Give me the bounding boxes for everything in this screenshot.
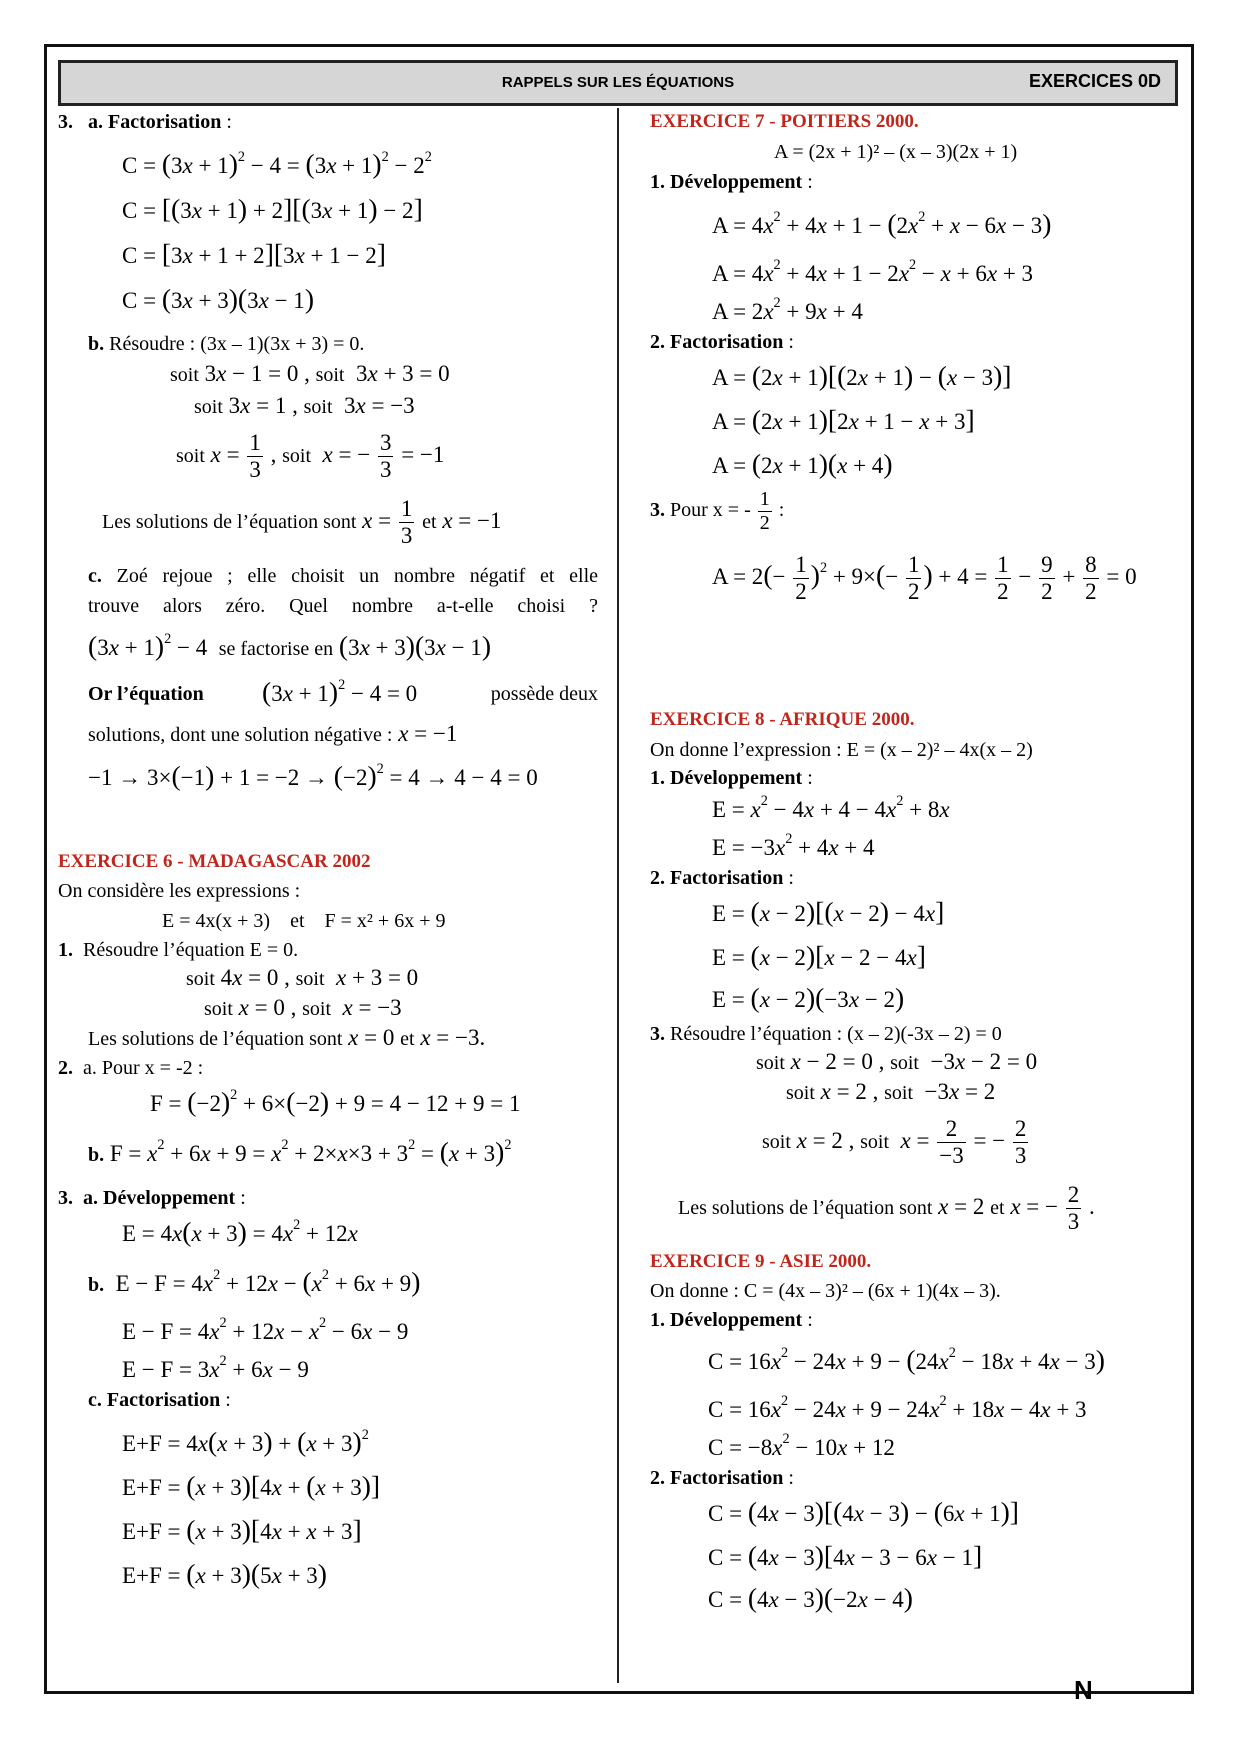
ex6-q2b: b. $F = x^2 + 6x + 9 = x^2 + 2\times x\times 3 + 3^2 = (x + 3)^2$ — [88, 1136, 512, 1167]
ex7-dev-line3: $A = 2x^2 + 9x + 4$ — [712, 294, 863, 324]
ex5-q3c-line2: trouve alors zéro. Quel nombre a-t-elle choisi ? — [88, 595, 598, 617]
ex9-title: EXERCICE 9 - ASIE 2000. — [650, 1251, 872, 1272]
ex6-solutions: Les solutions de l’équation sont x = 0 et x = −3. — [88, 1025, 486, 1050]
ex5-factorise-line: $(3x + 1)^2 - 4$ se factorise en (3x + 3)(3x − 1) — [88, 630, 492, 661]
ex9-fact-line3: C = (4x − 3)(−2x − 4) — [708, 1582, 913, 1613]
ex5-possede: possède deux — [490, 683, 598, 705]
ex7-q3-calc: A = 2(− $\frac{1}{2}$ )$^2$ + 9×(− $\frac{1}{2}$ ) + 4 = $\frac{1}{2}$ − $\frac{9}{2}$ + $\frac{8}{2}$ = 0 — [712, 552, 1137, 605]
ex7-fact-line1: A = (2x + 1)[(2x + 1) − (x − 3)] — [712, 360, 1012, 391]
ex9-fact-line1: C = (4x − 3)[(4x − 3) − (6x + 1)] — [708, 1496, 1019, 1527]
ex6-q3b-line3: $E - F = 3x^2 + 6x - 9$ — [122, 1352, 309, 1382]
corner-mark: N — [1074, 1675, 1093, 1705]
ex7-dev-line1: $A = 4x^2 + 4x + 1 - (2x^2 + x - 6x - 3)$ — [712, 208, 1052, 239]
ex9-dev-line1: $C = 16x^2 - 24x + 9 - (24x^2 - 18x + 4x - 3)$ — [708, 1344, 1105, 1375]
ex6-q1: 1. Résoudre l’équation E = 0. — [58, 939, 299, 961]
ex5-fact-line1: $C = (3x + 1)^2 - 4 = (3x + 1)^2 - 2^2$ — [122, 148, 432, 179]
ex8-solve-line3: soit x = 2 , soit x = $\frac{2}{-3}$ = − $\frac{2}{3}$ — [762, 1116, 1027, 1169]
ex7-expression: A = (2x + 1)² – (x – 3)(2x + 1) — [774, 141, 1018, 163]
ex6-solve-line1: soit 4x = 0 , soit x + 3 = 0 — [186, 965, 419, 990]
ex7-title: EXERCICE 7 - POITIERS 2000. — [650, 111, 919, 132]
ex7-fact-line3: A = (2x + 1)(x + 4) — [712, 448, 893, 479]
ex8-fact-line1: E = (x − 2)[(x − 2) − 4x] — [712, 896, 945, 927]
ex5-fact-line3: C = [3x + 1 + 2][3x + 1 − 2] — [122, 238, 386, 269]
header-exercises-label: EXERCICES 0D — [1028, 71, 1161, 91]
ex5-solve-line2: soit 3x = 1 , soit 3x = −3 — [194, 393, 415, 418]
ex5-or-equation: Or l’équation — [88, 683, 204, 705]
ex8-dev-line1: $E = x^2 - 4x + 4 - 4x^2 + 8x$ — [712, 792, 950, 822]
ex8-solve-line1: soit x − 2 = 0 , soit −3x − 2 = 0 — [756, 1049, 1038, 1074]
ex7-q3: 3. Pour x = - $\frac{1}{2}$ : — [650, 488, 785, 534]
ex7-dev-line2: $A = 4x^2 + 4x + 1 - 2x^2 - x + 6x + 3$ — [712, 256, 1034, 286]
ex6-f-value: $F = (-2)^2 + 6\times(-2) + 9 = 4 - 12 + 9 = 1$ — [150, 1086, 521, 1117]
ex5-verification: $-1 \to 3\times(-1) + 1 = -2 \to (-2)^2 = 4 \to 4 - 4 = 0$ — [88, 760, 538, 791]
ex9-dev-line2: $C = 16x^2 - 24x + 9 - 24x^2 + 18x - 4x + 3$ — [708, 1392, 1087, 1422]
ex6-q3a: 3. a. Développement : — [58, 1187, 246, 1209]
ex6-dev-e: $E = 4x(x + 3) = 4x^2 + 12x$ — [122, 1216, 358, 1247]
ex9-fact-heading: 2. Factorisation : — [650, 1467, 794, 1489]
ex5-solve-line1: soit 3x − 1 = 0 , soit 3x + 3 = 0 — [170, 361, 450, 386]
ex5-solve-line3: soit x = $\frac{1}{3}$ , soit x = − $\frac{3}{3}$ = −1 — [176, 430, 445, 483]
ex5-fact-line4: C = (3x + 3)(3x − 1) — [122, 283, 315, 314]
ex8-intro: On donne l’expression : E = (x – 2)² – 4x(x – 2) — [650, 739, 1033, 761]
ex9-fact-line2: C = (4x − 3)[4x − 3 − 6x − 1] — [708, 1540, 983, 1571]
column-divider — [617, 108, 619, 1683]
ex5-q3a-heading: a. Factorisation : — [88, 111, 232, 133]
ex6-fact-line4: E+F = (x + 3)(5x + 3) — [122, 1558, 327, 1589]
ex6-expressions: E = 4x(x + 3) et F = x² + 6x + 9 — [162, 910, 446, 932]
ex7-dev-heading: 1. Développement : — [650, 171, 813, 193]
ex6-q2a: 2. a. Pour x = -2 : — [58, 1057, 204, 1079]
ex6-q3b-line1: b. $E - F = 4x^2 + 12x - (x^2 + 6x + 9)$ — [88, 1266, 421, 1297]
ex9-dev-heading: 1. Développement : — [650, 1309, 813, 1331]
ex8-fact-line2: E = (x − 2)[x − 2 − 4x] — [712, 940, 926, 971]
header-title: RAPPELS SUR LES ÉQUATIONS — [501, 74, 735, 91]
ex8-title: EXERCICE 8 - AFRIQUE 2000. — [650, 709, 915, 730]
ex5-equation: $(3x + 1)^2 - 4 = 0$ — [262, 676, 418, 707]
ex8-dev-heading: 1. Développement : — [650, 767, 813, 789]
ex8-solutions: Les solutions de l’équation sont x = 2 et x = − $\frac{2}{3}$ . — [678, 1182, 1095, 1235]
ex6-title: EXERCICE 6 - MADAGASCAR 2002 — [58, 851, 371, 872]
ex5-q3b: b. Résoudre : (3x – 1)(3x + 3) = 0. — [88, 333, 365, 355]
ex9-intro: On donne : C = (4x – 3)² – (6x + 1)(4x – 3). — [650, 1280, 1001, 1302]
ex6-fact-line2: E+F = (x + 3)[4x + (x + 3)] — [122, 1470, 381, 1501]
ex6-fact-line3: E+F = (x + 3)[4x + x + 3] — [122, 1514, 362, 1545]
ex6-q3c: c. Factorisation : — [88, 1389, 231, 1411]
ex8-fact-line3: E = (x − 2)(−3x − 2) — [712, 982, 905, 1013]
ex6-fact-line1: $E+F = 4x(x + 3) + (x + 3)^2$ — [122, 1426, 369, 1457]
ex8-q3: 3. Résoudre l’équation : (x – 2)(-3x – 2) = 0 — [650, 1023, 1002, 1045]
ex5-solutions: Les solutions de l’équation sont x = $\frac{1}{3}$ et x = −1 — [102, 496, 502, 549]
ex9-dev-line3: $C = -8x^2 - 10x + 12$ — [708, 1430, 895, 1460]
ex6-q3b-line2: $E - F = 4x^2 + 12x - x^2 - 6x - 9$ — [122, 1314, 409, 1344]
ex5-q3-number: 3. — [58, 111, 73, 133]
ex8-solve-line2: soit x = 2 , soit −3x = 2 — [786, 1079, 996, 1104]
ex5-q3c-line1: c. Zoé rejoue ; elle choisit un nombre négatif et elle — [88, 565, 599, 587]
ex7-fact-heading: 2. Factorisation : — [650, 331, 794, 353]
ex5-fact-line2: C = [(3x + 1) + 2][(3x + 1) − 2] — [122, 193, 423, 224]
ex5-negative-solution: solutions, dont une solution négative : x = −1 — [88, 721, 458, 746]
ex6-intro: On considère les expressions : — [58, 880, 301, 902]
ex8-fact-heading: 2. Factorisation : — [650, 867, 794, 889]
ex7-fact-line2: A = (2x + 1)[2x + 1 − x + 3] — [712, 404, 975, 435]
ex6-solve-line2: soit x = 0 , soit x = −3 — [204, 995, 402, 1020]
page-header — [58, 60, 1178, 106]
ex8-dev-line2: $E = -3x^2 + 4x + 4$ — [712, 830, 875, 860]
